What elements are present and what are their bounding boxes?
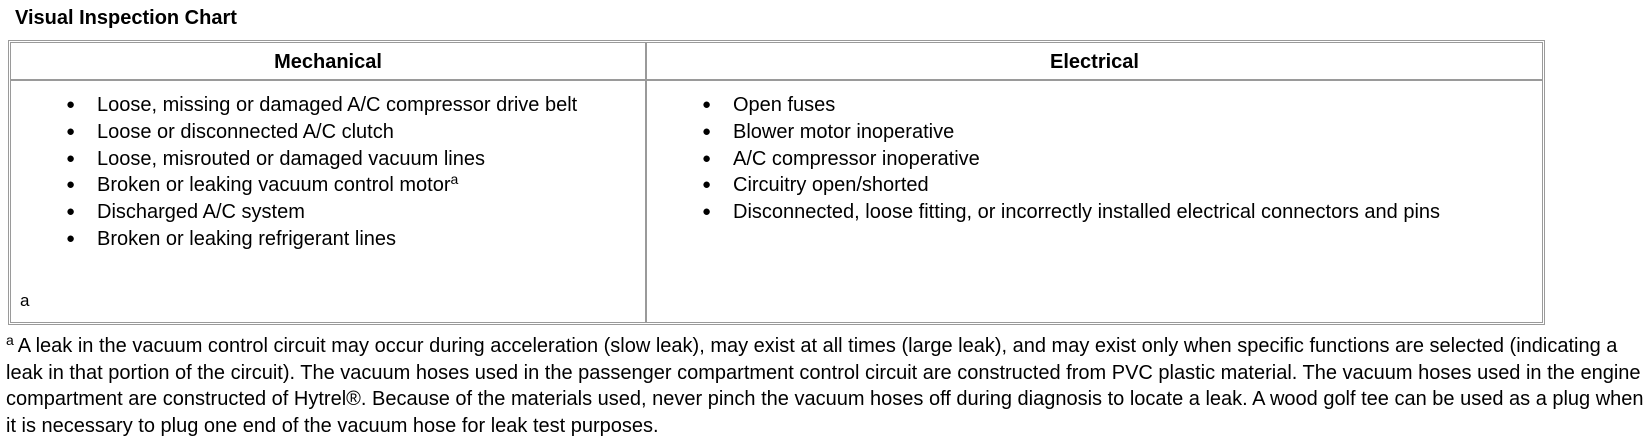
footnote-marker: a: [6, 332, 14, 348]
list-item: [702, 172, 1440, 199]
inspection-table: [8, 40, 1545, 325]
list-item-text: Discharged A/C system: [97, 201, 305, 224]
list-item: [702, 92, 1440, 119]
footnote-text: A leak in the vacuum control circuit may occur during acceleration (slow leak), may exist at all times (large leak), and may exist only when specific functions are selected (indicating a leak in that portion of the circuit). The vacuum hoses used in the passenger compartment control circuit are constructed from PVC plastic material. The vacuum hoses used in the engine compartment are constructed of Hytrel®. Because of the materials used, never pinch the vacuum hoses off during diagnosis to locate a leak. A wood golf tee can be used as a plug when it is necessary to plug one end of the vacuum hose for leak test purposes.: [6, 335, 1644, 437]
list-item-text: A/C compressor inoperative: [733, 147, 980, 170]
cell-footnote-label: a: [20, 291, 30, 310]
list-item: [66, 226, 577, 253]
list-item: [66, 119, 577, 146]
electrical-header: Electrical: [1050, 51, 1139, 73]
list-item: [702, 146, 1440, 173]
list-item: [66, 199, 577, 226]
list-item-text: Loose, misrouted or damaged vacuum lines: [97, 147, 485, 170]
chart-title: Visual Inspection Chart: [15, 7, 237, 29]
column-divider: [645, 43, 647, 322]
list-item-text: Broken or leaking vacuum control motor: [97, 174, 451, 197]
list-item: [702, 199, 1440, 226]
electrical-list: [702, 92, 1440, 226]
list-item-text: Loose or disconnected A/C clutch: [97, 120, 394, 143]
list-item-text: Blower motor inoperative: [733, 120, 955, 143]
footnote-reference[interactable]: a: [450, 171, 459, 188]
list-item: [66, 172, 577, 199]
footnote: [6, 333, 1646, 439]
list-item: [66, 92, 577, 119]
list-item-text: Disconnected, loose fitting, or incorrectly installed electrical connectors and pins: [733, 201, 1441, 224]
list-item-text: Open fuses: [733, 94, 836, 116]
mechanical-header: Mechanical: [274, 51, 382, 73]
list-item-text: Loose, missing or damaged A/C compressor drive belt: [97, 94, 578, 116]
list-item-text: Circuitry open/shorted: [733, 174, 929, 197]
list-item: [66, 146, 577, 173]
list-item: [702, 119, 1440, 146]
list-item-text: Broken or leaking refrigerant lines: [97, 227, 397, 250]
mechanical-list: [66, 92, 577, 253]
